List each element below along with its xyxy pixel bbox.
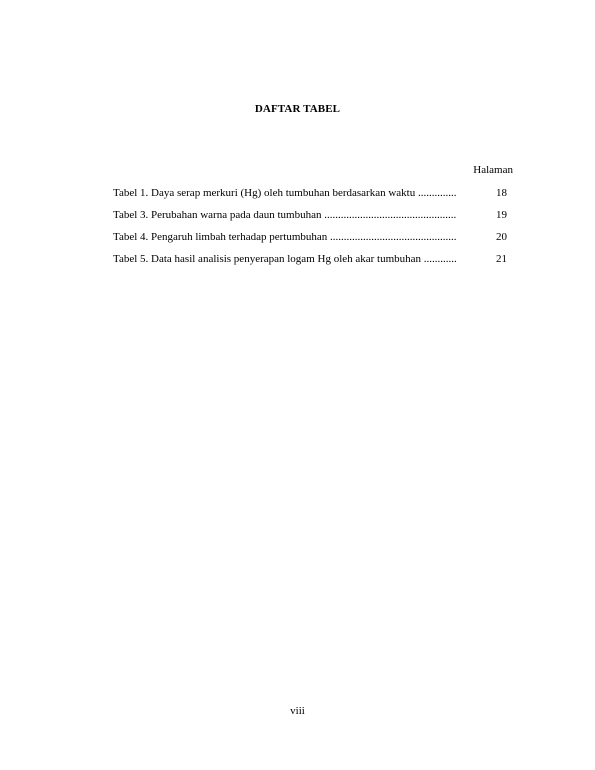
page-title: DAFTAR TABEL bbox=[254, 103, 341, 115]
entry-label: Tabel 3. Perubahan warna pada daun tumbuhan ................................................ bbox=[113, 209, 457, 221]
list-item bbox=[113, 248, 513, 270]
page-column-header: Halaman bbox=[473, 164, 513, 176]
entry-label: Tabel 5. Data hasil analisis penyerapan logam Hg oleh akar tumbuhan ............ bbox=[113, 253, 457, 265]
entry-page-number: 20 bbox=[496, 231, 507, 243]
entry-label: Tabel 4. Pengaruh limbah terhadap pertumbuhan .............................................. bbox=[113, 231, 457, 243]
entry-page-number: 19 bbox=[496, 209, 507, 221]
table-list bbox=[113, 182, 513, 270]
entry-label: Tabel 1. Daya serap merkuri (Hg) oleh tumbuhan berdasarkan waktu .............. bbox=[113, 187, 457, 199]
footer-page-number: viii bbox=[290, 705, 305, 717]
list-item bbox=[113, 226, 513, 248]
list-item bbox=[113, 182, 513, 204]
entry-page-number: 18 bbox=[496, 187, 507, 199]
list-item bbox=[113, 204, 513, 226]
entry-page-number: 21 bbox=[496, 253, 507, 265]
